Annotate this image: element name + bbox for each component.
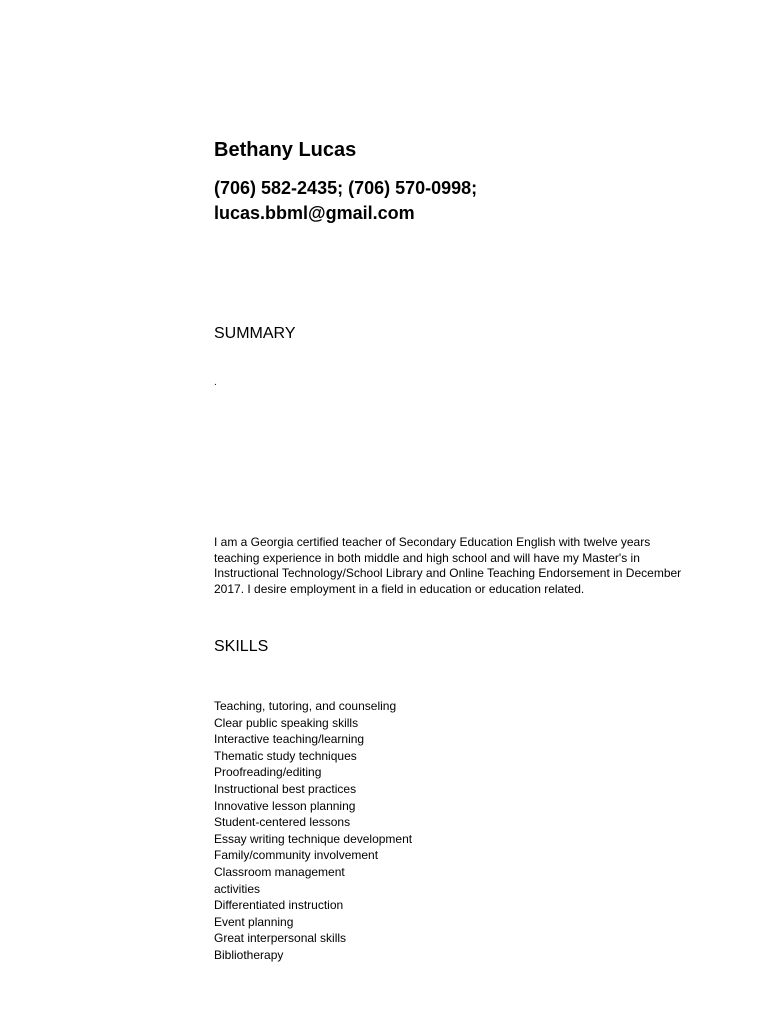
skill-item: Teaching, tutoring, and counseling [214,699,397,713]
skill-item: Interactive teaching/learning [214,732,365,747]
summary-text: I am a Georgia certified teacher of Secondary Education English with twelve years teaching experience in both middle and high school and will have my Master's in Instructional Technology/School Library and Online Teaching Endorsement in December 2017. I desire employment in a field in education or education related. [214,535,682,596]
skill-item: Great interpersonal skills [214,931,347,946]
contact-phones: (706) 582-2435; (706) 570-0998; [214,178,478,198]
skill-item: Clear public speaking skills [214,715,359,730]
skill-item: Student-centered lessons [214,815,351,830]
skill-item: Family/community involvement [214,848,379,863]
skill-item: Essay writing technique development [214,831,413,846]
candidate-name: Bethany Lucas [214,139,357,161]
contact-email: lucas.bbml@gmail.com [214,203,415,223]
skill-item: Bibliotherapy [214,947,284,962]
skill-item: Proofreading/editing [214,765,322,780]
skill-item: Innovative lesson planning [214,798,356,813]
skill-item: Event planning [214,914,294,929]
skills-heading: SKILLS [214,638,269,655]
skill-item: Classroom management [214,864,345,879]
contact-info [214,176,477,226]
skills-list [214,698,412,964]
skill-item: Differentiated instruction [214,898,344,913]
summary-placeholder-dot: . [214,377,217,388]
summary-heading: SUMMARY [214,325,296,342]
skill-item: Thematic study techniques [214,748,357,763]
skill-item: activities [214,881,261,896]
skill-item: Instructional best practices [214,781,357,796]
